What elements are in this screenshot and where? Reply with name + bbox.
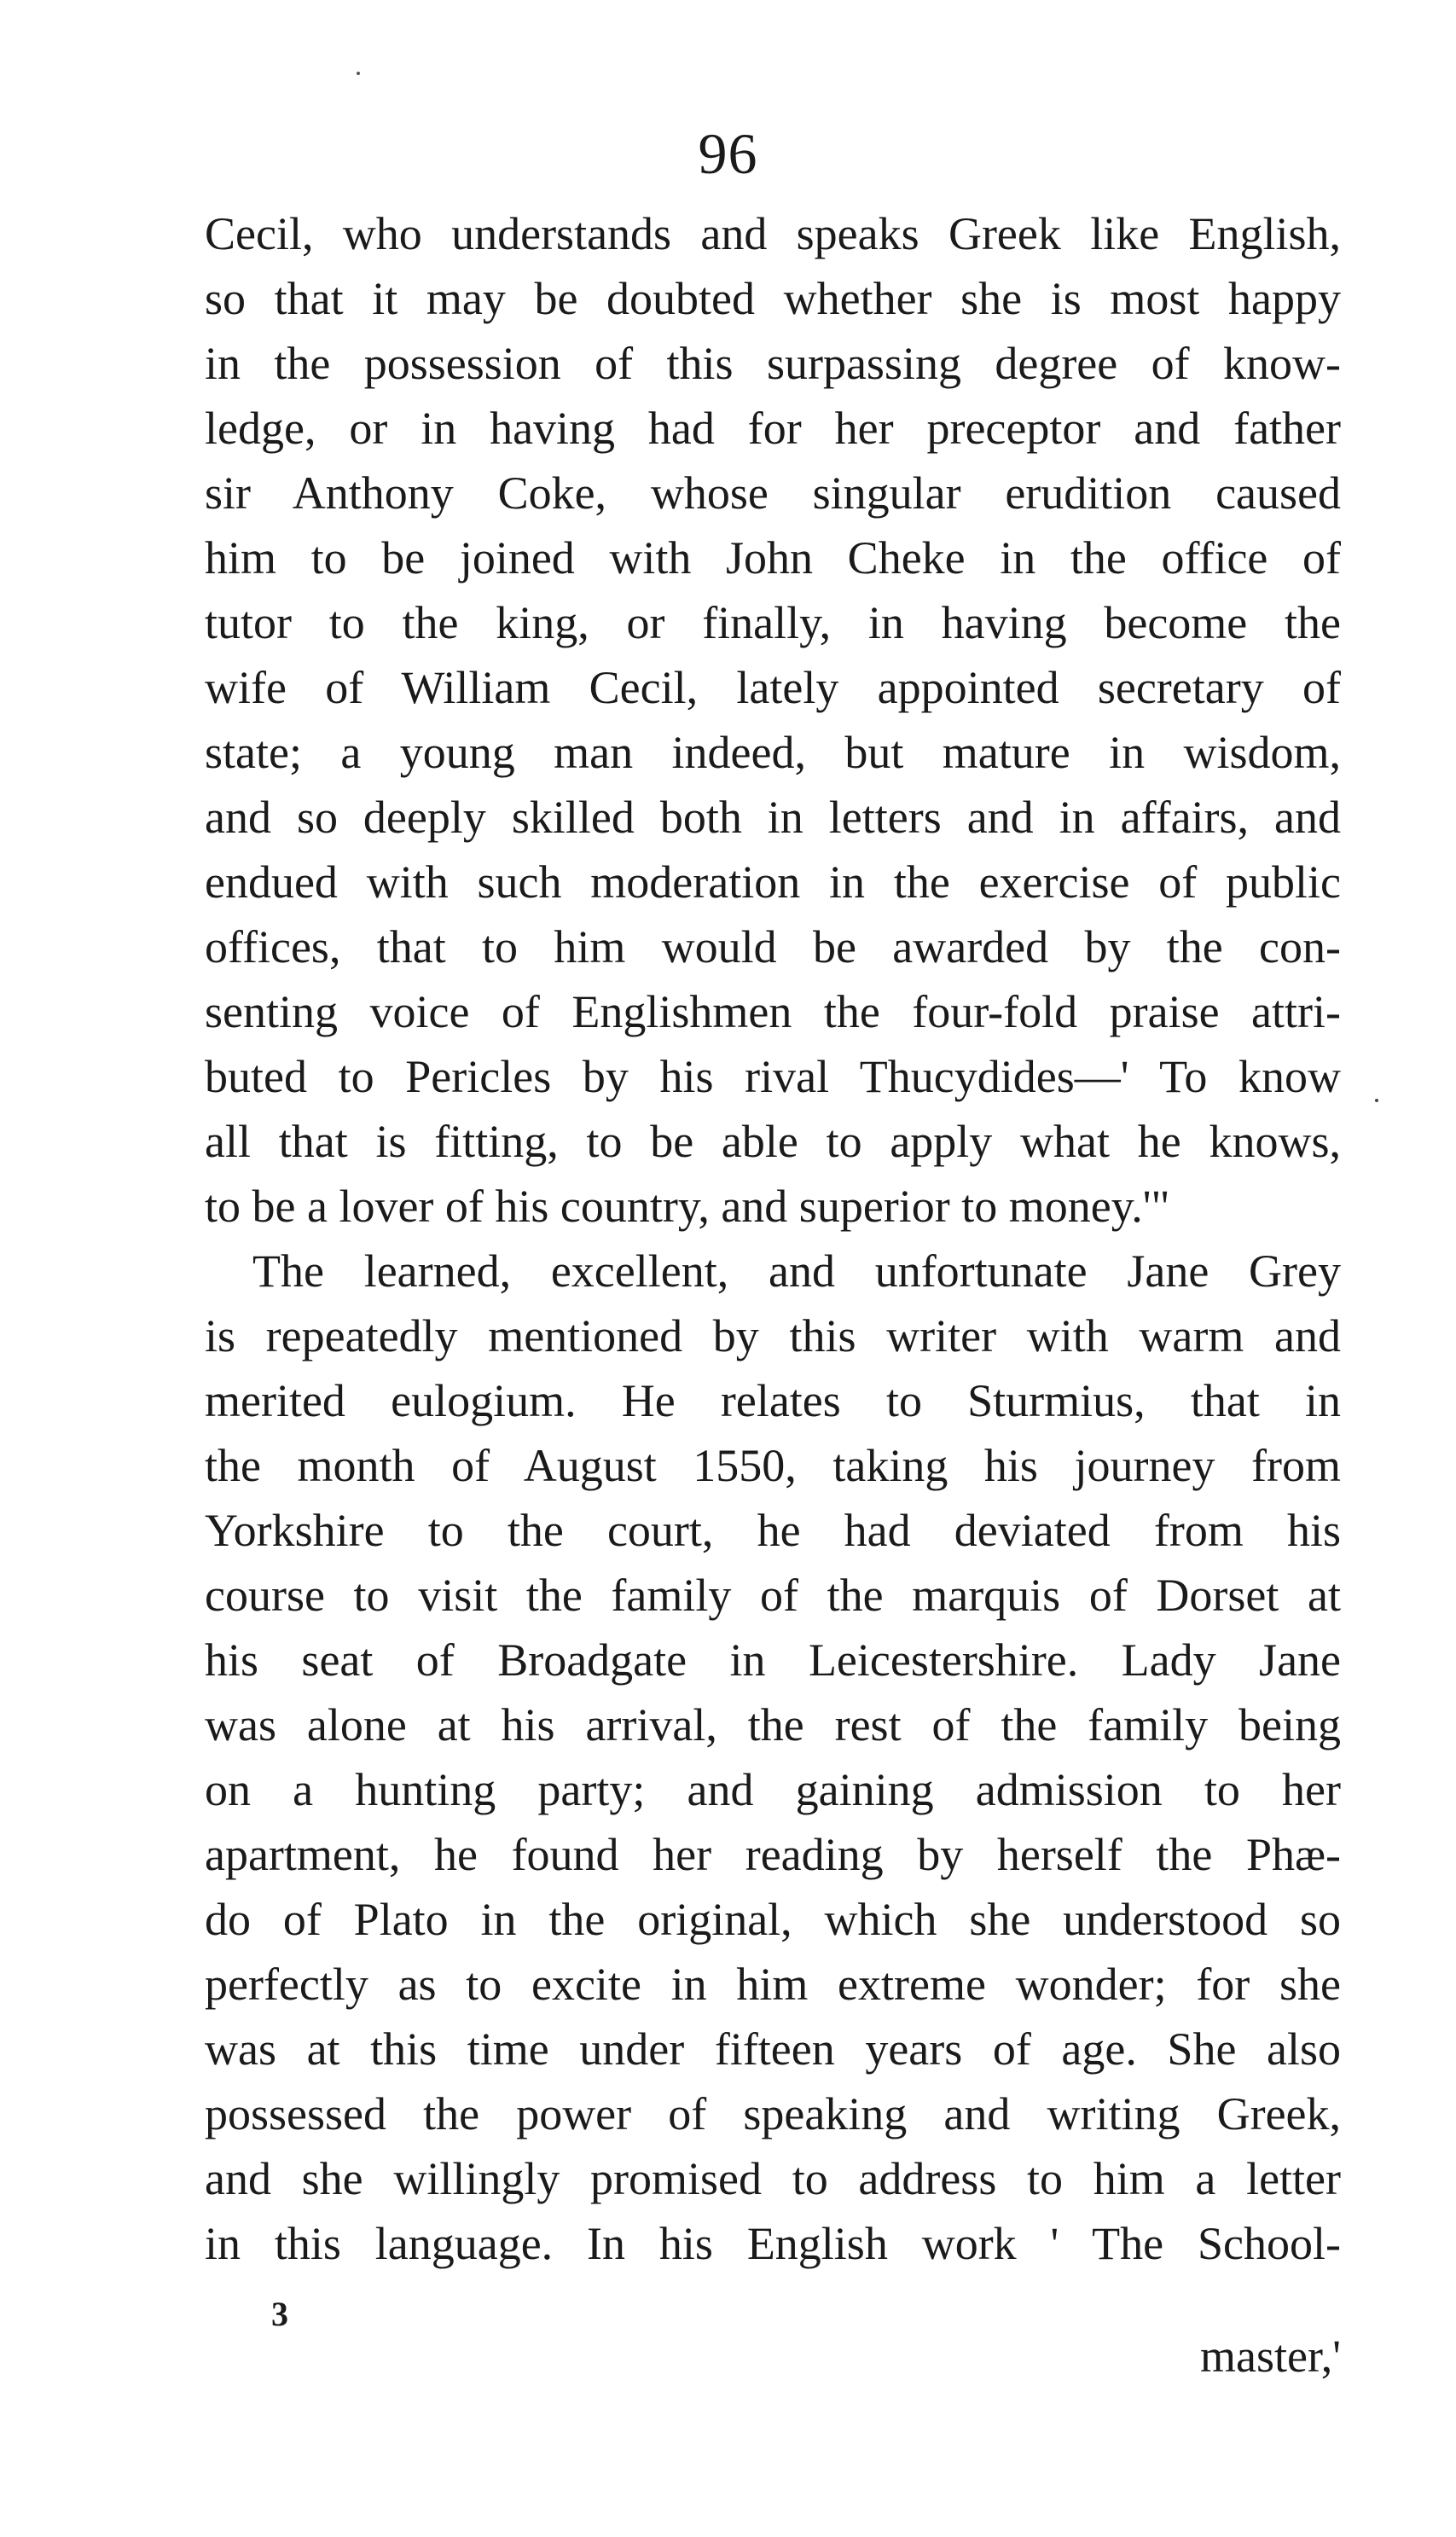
text-line: the month of August 1550, taking his journey from	[205, 1440, 1341, 1491]
text-line: course to visit the family of the marquis of Dorset at	[205, 1570, 1341, 1621]
text-line: apartment, he found her reading by herself the Phæ-	[205, 1829, 1341, 1880]
text-line: The learned, excellent, and unfortunate Jane Grey	[252, 1245, 1341, 1297]
text-line: Yorkshire to the court, he had deviated from his	[205, 1505, 1341, 1556]
text-line: offices, that to him would be awarded by the con-	[205, 921, 1341, 972]
paragraph-1	[205, 201, 1341, 1239]
text-line: perfectly as to excite in him extreme wonder; for she	[205, 1959, 1341, 2010]
text-line: buted to Pericles by his rival Thucydides—' To know	[205, 1051, 1341, 1102]
text-line: and she willingly promised to address to him a letter	[205, 2153, 1341, 2204]
text-line: in this language. In his English work ' The School-	[205, 2218, 1341, 2269]
print-speck	[357, 72, 360, 75]
text-line: to be a lover of his country, and superior to money.'"	[205, 1181, 1170, 1232]
text-line: Cecil, who understands and speaks Greek like English,	[205, 208, 1341, 259]
text-line: sir Anthony Coke, whose singular erudition caused	[205, 467, 1341, 519]
text-line: is repeatedly mentioned by this writer with warm and	[205, 1310, 1341, 1361]
text-line: and so deeply skilled both in letters and in affairs, and	[205, 792, 1341, 843]
catchword: master,'	[1199, 2331, 1341, 2382]
text-line: possessed the power of speaking and writing Greek,	[205, 2088, 1341, 2139]
margin-mark	[1375, 1099, 1378, 1102]
text-line: senting voice of Englishmen the four-fold praise attri-	[205, 986, 1341, 1037]
text-line: him to be joined with John Cheke in the office of	[205, 532, 1341, 583]
paragraph-2	[205, 1239, 1341, 2276]
text-line: on a hunting party; and gaining admission to her	[205, 1764, 1341, 1815]
text-line: state; a young man indeed, but mature in wisdom,	[205, 727, 1341, 778]
text-line: in the possession of this surpassing degree of know-	[205, 338, 1341, 389]
text-line: endued with such moderation in the exercise of public	[205, 856, 1341, 908]
text-line: his seat of Broadgate in Leicestershire. Lady Jane	[205, 1634, 1341, 1686]
text-line: so that it may be doubted whether she is most happy	[205, 273, 1341, 324]
text-line: ledge, or in having had for her preceptor and father	[205, 403, 1341, 454]
text-line: do of Plato in the original, which she understood so	[205, 1894, 1341, 1945]
text-line: was alone at his arrival, the rest of the family being	[205, 1699, 1341, 1750]
page-number: 96	[698, 121, 758, 186]
text-line: wife of William Cecil, lately appointed secretary of	[205, 662, 1341, 713]
text-line: merited eulogium. He relates to Sturmius, that in	[205, 1375, 1341, 1426]
body-text	[205, 201, 1341, 2276]
text-line: all that is fitting, to be able to apply what he knows,	[205, 1116, 1341, 1167]
signature-mark: 3	[271, 2295, 288, 2333]
text-line: was at this time under fifteen years of age. She also	[205, 2023, 1341, 2075]
text-line: tutor to the king, or finally, in having become the	[205, 597, 1341, 648]
